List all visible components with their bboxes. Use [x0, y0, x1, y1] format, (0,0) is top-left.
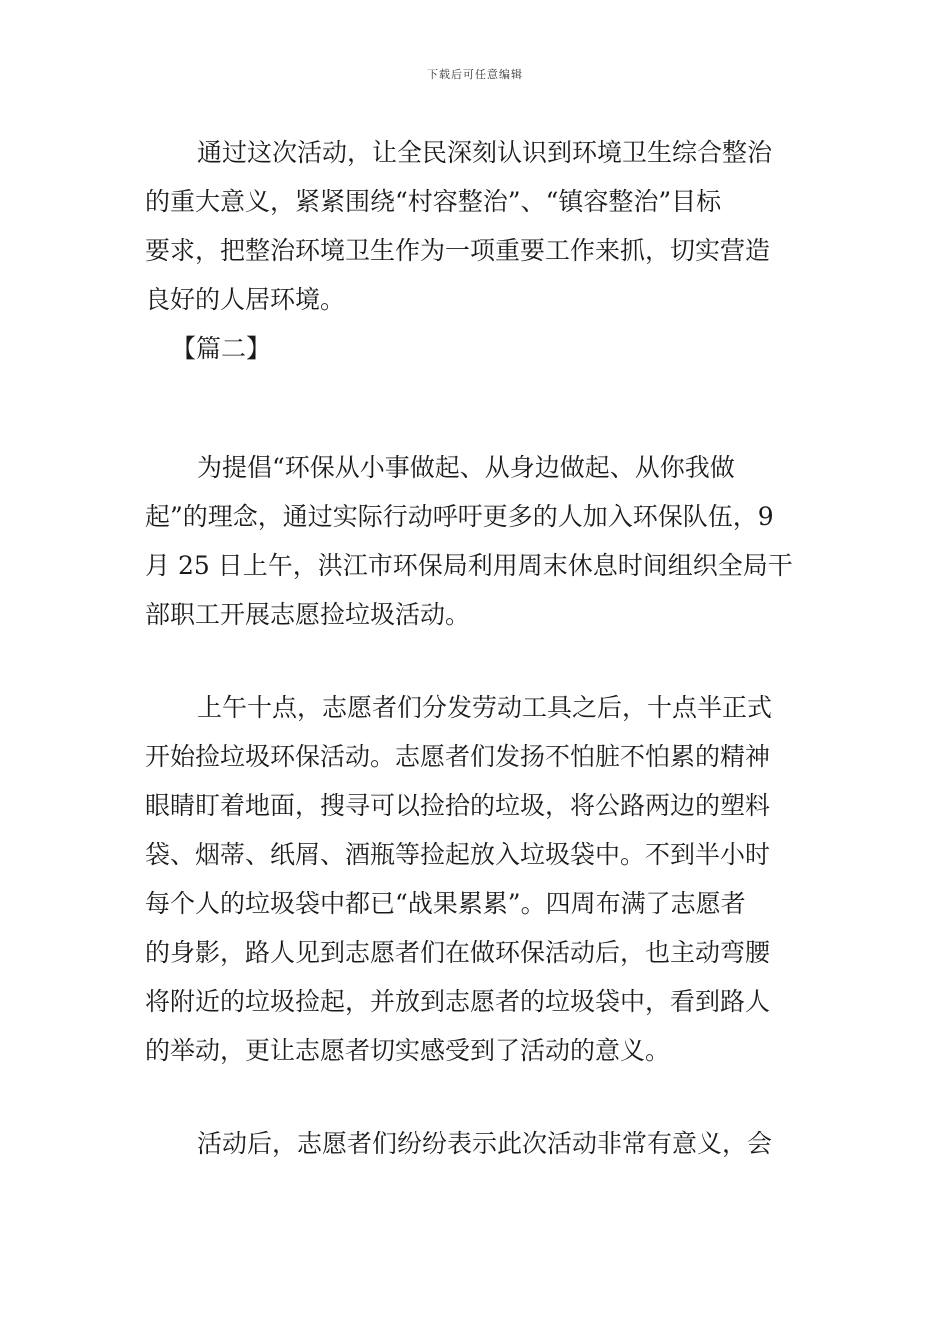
paragraph-line: 良好的人居环境。 [145, 285, 346, 314]
paragraph-line: 的重大意义，紧紧围绕“村容整治”、“镇容整治”目标 [145, 187, 722, 216]
paragraph-line: 上午十点，志愿者们分发劳动工具之后，十点半正式 [197, 693, 773, 722]
paragraph-line: 活动后，志愿者们纷纷表示此次活动非常有意义，会 [197, 1129, 773, 1158]
paragraph-line: 的身影，路人见到志愿者们在做环保活动后，也主动弯腰 [145, 938, 771, 967]
document-body [145, 128, 807, 1168]
paragraph-line: 的举动，更让志愿者切实感受到了活动的意义。 [145, 1036, 671, 1065]
paragraph-line: 起”的理念，通过实际行动呼吁更多的人加入环保队伍，9 [145, 502, 774, 531]
paragraph-1 [145, 128, 807, 324]
paragraph-4 [145, 1119, 807, 1168]
paragraph-line: 月 25 日上午，洪江市环保局利用周末休息时间组织全局干 [145, 551, 793, 580]
paragraph-line: 眼睛盯着地面，搜寻可以捡拾的垃圾，将公路两边的塑料 [145, 791, 771, 820]
paragraph-line: 为提倡“环保从小事做起、从身边做起、从你我做 [197, 453, 735, 482]
paragraph-2 [145, 443, 807, 639]
paragraph-line: 部职工开展志愿捡垃圾活动。 [145, 600, 471, 629]
paragraph-line: 开始捡垃圾环保活动。志愿者们发扬不怕脏不怕累的精神 [145, 742, 771, 771]
section-title: 【篇二】 [171, 334, 272, 363]
paragraph-line: 要求，把整治环境卫生作为一项重要工作来抓，切实营造 [145, 236, 771, 265]
paragraph-line: 袋、烟蒂、纸屑、酒瓶等捡起放入垃圾袋中。不到半小时 [145, 840, 771, 869]
paragraph-3 [145, 683, 807, 1075]
page-header: 下载后可任意编辑 [427, 68, 523, 81]
paragraph-line: 通过这次活动，让全民深刻认识到环境卫生综合整治 [197, 138, 773, 167]
paragraph-line: 每个人的垃圾袋中都已“战果累累”。四周布满了志愿者 [145, 889, 746, 918]
paragraph-line: 将附近的垃圾捡起，并放到志愿者的垃圾袋中，看到路人 [145, 987, 771, 1016]
